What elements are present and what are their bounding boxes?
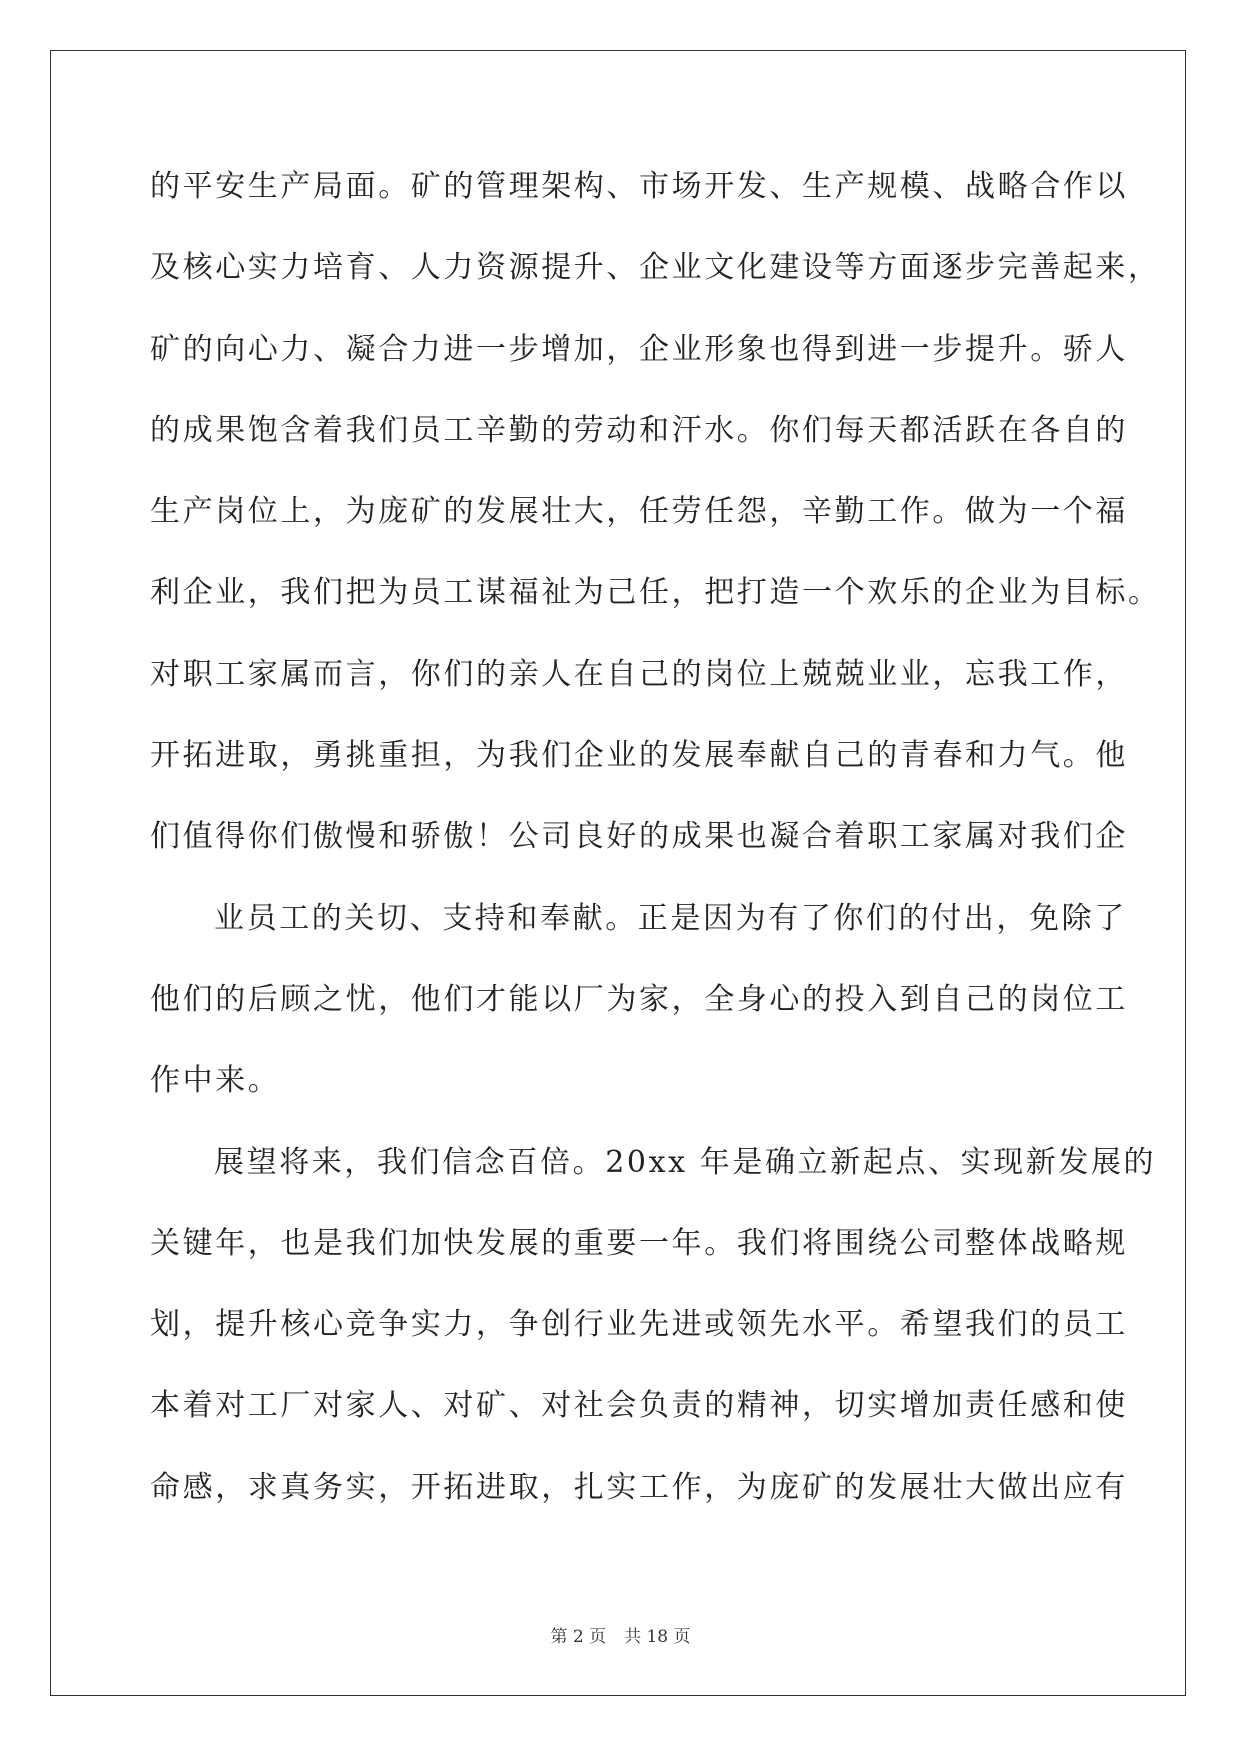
page-footer — [0, 1622, 1241, 1647]
text-line-10: 业员工的关切、支持和奉献。正是因为有了你们的付出，免除了 — [214, 900, 1127, 936]
page-number-total: 共 18 页 — [624, 1627, 691, 1647]
text-line-15: 划，提升核心竞争实力，争创行业先进或领先水平。希望我们的员工 — [150, 1307, 1128, 1343]
text-line-2: 及核心实力培育、人力资源提升、企业文化建设等方面逐步完善起来， — [150, 250, 1161, 286]
text-line-8: 开拓进取，勇挑重担，为我们企业的发展奉献自己的青春和力气。他 — [150, 738, 1128, 774]
text-line-9: 们值得你们傲慢和骄傲！公司良好的成果也凝合着职工家属对我们企 — [150, 819, 1128, 855]
text-line-1: 的平安生产局面。矿的管理架构、市场开发、生产规模、战略合作以 — [150, 169, 1128, 204]
text-line-12: 作中来。 — [150, 1063, 281, 1099]
document-body — [150, 160, 1161, 1542]
text-line-17: 命感，求真务实，开拓进取，扎实工作，为庞矿的发展壮大做出应有 — [150, 1469, 1128, 1505]
text-line-14: 关键年，也是我们加快发展的重要一年。我们将围绕公司整体战略规 — [150, 1225, 1128, 1261]
text-line-6: 利企业，我们把为员工谋福祉为己任，把打造一个欢乐的企业为目标。 — [150, 575, 1161, 611]
text-line-5: 生产岗位上，为庞矿的发展壮大，任劳任怨，辛勤工作。做为一个福 — [150, 494, 1128, 530]
text-line-4: 的成果饱含着我们员工辛勤的劳动和汗水。你们每天都活跃在各自的 — [150, 412, 1128, 448]
text-line-11: 他们的后顾之忧，他们才能以厂为家，全身心的投入到自己的岗位工 — [150, 981, 1128, 1017]
text-line-16: 本着对工厂对家人、对矿、对社会负责的精神，切实增加责任感和使 — [150, 1388, 1128, 1424]
text-line-7: 对职工家属而言，你们的亲人在自己的岗位上兢兢业业，忘我工作， — [150, 656, 1128, 692]
text-line-13: 展望将来，我们信念百倍。20xx 年是确立新起点、实现新发展的 — [214, 1144, 1157, 1180]
page-number-current: 第 2 页 — [550, 1627, 607, 1647]
text-line-3: 矿的向心力、凝合力进一步增加，企业形象也得到进一步提升。骄人 — [150, 331, 1128, 367]
